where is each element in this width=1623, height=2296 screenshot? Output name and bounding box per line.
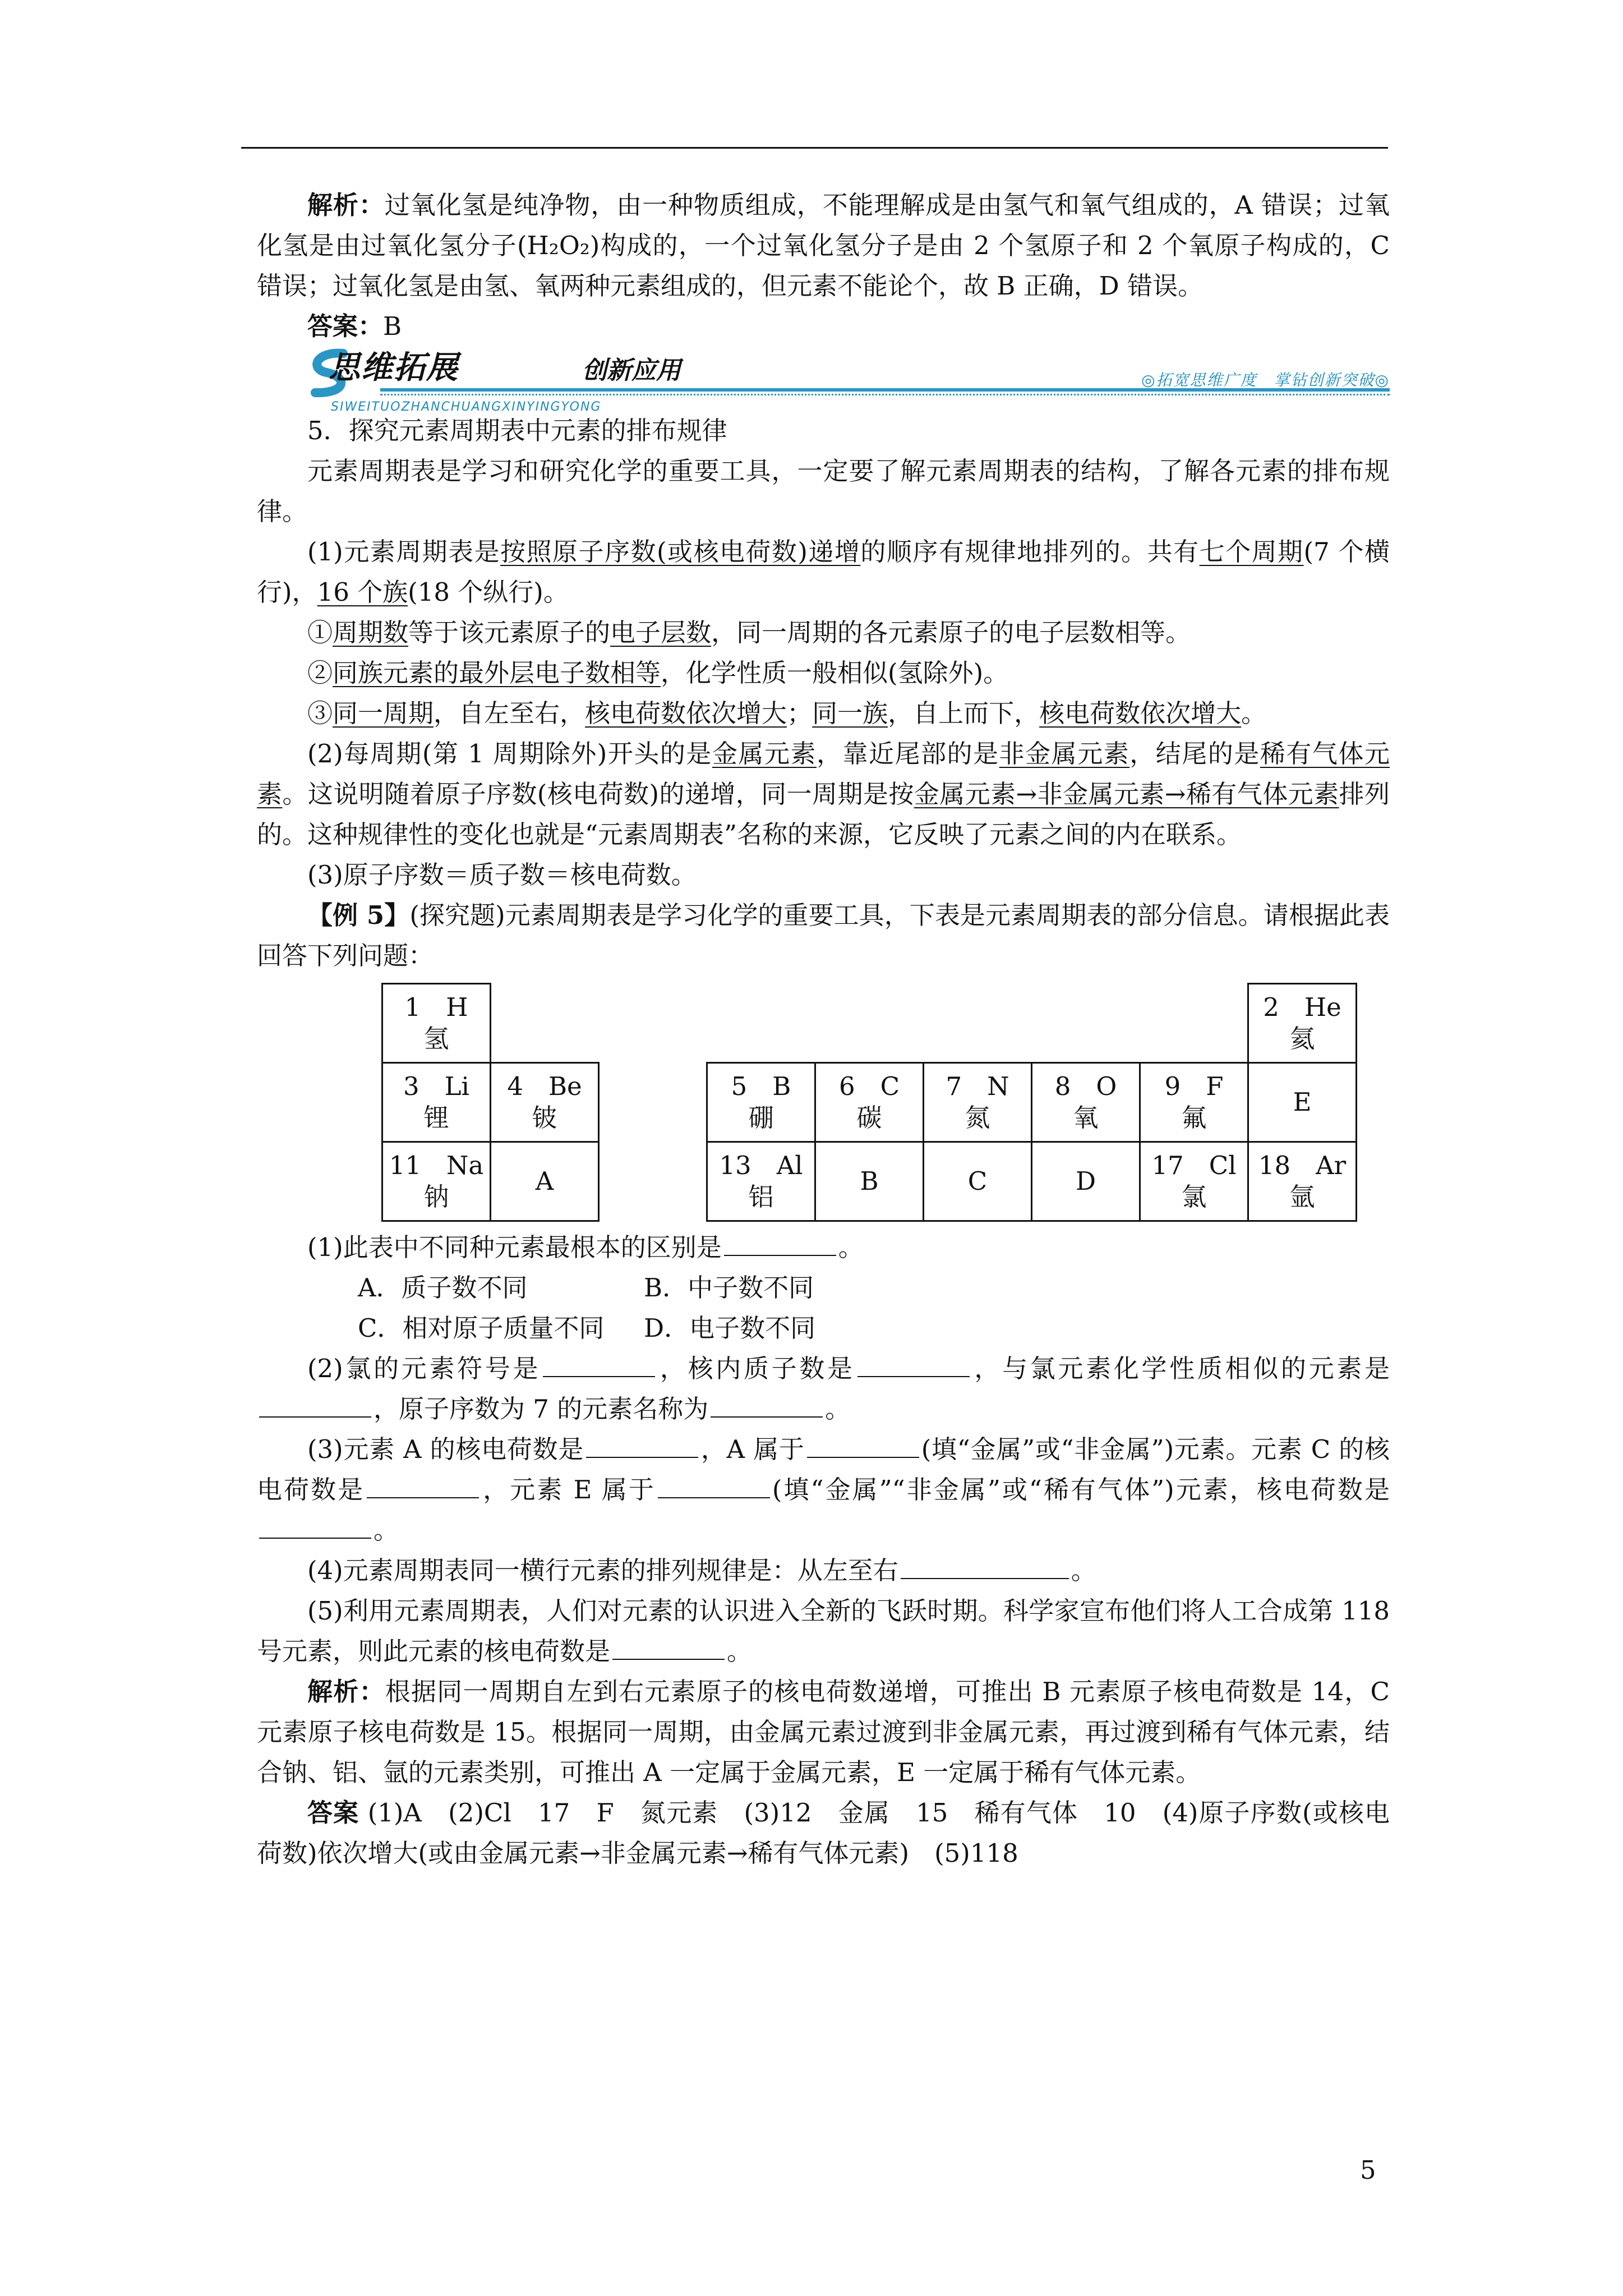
element-cell	[1248, 1142, 1357, 1221]
element-number: 5	[731, 1071, 748, 1101]
analysis-text: 过氧化氢是纯净物，由一种物质组成，不能理解成是由氢气和氧气组成的，A 错误；过氧化氢是由过氧化氢分子(H₂O₂)构成的，一个过氧化氢分子是由 2 个氢原子和 2 个氧原子构成的，C 错误；过氧化氢是由氢、氧两种元素组成的，但元素不能论个，故 B 正确，D 错误。	[257, 190, 1390, 301]
element-name: 氟	[1181, 1103, 1207, 1133]
question-1-options-row-2	[257, 1308, 1390, 1349]
underlined-text: 金属元素→非金属元素→稀有气体元素	[914, 779, 1339, 809]
element-number-symbol	[1032, 1071, 1139, 1102]
element-cell	[815, 1063, 924, 1142]
element-symbol: C	[880, 1071, 900, 1101]
element-number-symbol	[383, 1071, 490, 1102]
element-cell	[491, 1063, 599, 1142]
element-cell	[707, 1142, 815, 1221]
element-symbol: Be	[548, 1071, 582, 1101]
element-name: 氩	[1289, 1182, 1315, 1212]
banner-title: 思维拓展	[329, 349, 459, 386]
element-symbol: Na	[446, 1151, 484, 1180]
element-symbol: Li	[444, 1071, 469, 1101]
element-name: 碳	[856, 1103, 882, 1133]
element-symbol: Ar	[1316, 1151, 1347, 1180]
text-run: 。	[1241, 698, 1267, 728]
empty-cell	[491, 984, 599, 1063]
text-run: (5)利用元素周期表，人们对元素的认识进入全新的飞跃时期。科学家宣布他们将人工合成第 118 号元素，则此元素的核电荷数是	[257, 1596, 1390, 1666]
underlined-text: 同一周期	[333, 698, 434, 728]
text-run: ；	[787, 698, 813, 728]
underlined-text: 七个周期	[1199, 537, 1304, 567]
text-run: (4)元素周期表同一横行元素的排列规律是：从左至右	[307, 1556, 898, 1585]
element-cell	[382, 1142, 491, 1221]
element-cell	[491, 1142, 599, 1221]
text-run: ①	[307, 618, 333, 647]
analysis-text: 根据同一周期自左到右元素原子的核电荷数递增，可推出 B 元素原子核电荷数是 14，C 元素原子核电荷数是 15。根据同一周期，由金属元素过渡到非金属元素，再过渡到稀有气体元素，结合钠、铝、氩的元素类别，可推出 A 一定属于金属元素，E 一定属于稀有气体元素。	[257, 1677, 1390, 1787]
text-run: 。	[838, 1232, 864, 1262]
element-number: 13	[719, 1151, 751, 1180]
text-run: ，A 属于	[700, 1434, 805, 1464]
option-d: D．电子数不同	[644, 1313, 816, 1343]
point-3: (3)原子序数＝质子数＝核电荷数。	[307, 860, 697, 890]
text-run: ②	[307, 658, 333, 688]
element-name: 氯	[1181, 1182, 1207, 1212]
text-run: ，结尾的是	[1129, 739, 1260, 769]
answer-line-2	[257, 1793, 1390, 1874]
text-run: ，核内质子数是	[657, 1354, 855, 1383]
text-run: (2)氯的元素符号是	[307, 1354, 541, 1383]
banner-pinyin: SIWEITUOZHANCHUANGXINYINGYONG	[331, 400, 602, 414]
element-number: 2	[1263, 992, 1279, 1022]
cell-letter: D	[1075, 1166, 1096, 1196]
periodic-table	[381, 983, 1357, 1222]
option-b: B．中子数不同	[644, 1273, 814, 1303]
text-run: (1)元素周期表是	[307, 537, 501, 567]
element-cell	[1032, 1063, 1140, 1142]
section-banner	[257, 347, 1390, 414]
header-rule	[241, 147, 1388, 149]
empty-cell	[1140, 984, 1248, 1063]
text-run: ，元素 E 属于	[481, 1475, 656, 1504]
element-number-symbol	[1141, 1071, 1247, 1102]
element-cell	[707, 1063, 815, 1142]
question-3	[257, 1429, 1390, 1550]
section-intro: 元素周期表是学习和研究化学的重要工具，一定要了解元素周期表的结构，了解各元素的排布规律。	[257, 456, 1390, 526]
element-number: 6	[838, 1071, 855, 1101]
option-c: C．相对原子质量不同	[358, 1313, 605, 1343]
element-cell	[1248, 1063, 1357, 1142]
text-run: ，同一周期的各元素原子的电子层数相等。	[711, 618, 1191, 647]
element-number-symbol	[816, 1071, 923, 1102]
text-run: 。	[1071, 1556, 1096, 1585]
element-name: 硼	[748, 1103, 774, 1133]
element-name: 铍	[532, 1103, 557, 1133]
table-row	[382, 1142, 1357, 1221]
empty-cell	[599, 1063, 707, 1142]
answer-value: B	[383, 311, 402, 341]
answer-label: 答案	[307, 1798, 359, 1828]
answer-blank[interactable]	[367, 1475, 479, 1498]
text-run: ，与氯元素化学性质相似的元素是	[971, 1354, 1390, 1383]
question-5	[257, 1591, 1390, 1672]
element-number-symbol	[383, 992, 490, 1023]
answer-label: 答案：	[307, 311, 384, 341]
cell-letter: B	[860, 1166, 879, 1196]
page-content	[257, 185, 1390, 1874]
text-run: (填“金属”或“非金属”)元素。元素 C 的核电荷数是	[257, 1434, 1390, 1504]
answer-blank[interactable]	[612, 1636, 725, 1660]
banner-subtitle: 创新应用	[582, 356, 681, 385]
element-symbol: H	[446, 992, 468, 1022]
element-number: 17	[1151, 1151, 1184, 1180]
element-symbol: F	[1206, 1071, 1224, 1101]
text-run: 。	[727, 1636, 753, 1666]
text-run: ③	[307, 698, 333, 728]
page-number: 5	[1360, 2155, 1376, 2185]
text-run: (3)元素 A 的核电荷数是	[307, 1434, 584, 1464]
element-name: 氦	[1289, 1024, 1315, 1053]
cell-letter: E	[1293, 1087, 1312, 1117]
element-name: 钠	[423, 1182, 449, 1212]
text-run: 。	[825, 1394, 851, 1424]
question-4	[257, 1550, 1390, 1591]
answer-text: (1)A (2)Cl 17 F 氮元素 (3)12 金属 15 稀有气体 10 (4)原子序数(或核电荷数)依次增大(或由金属元素→非金属元素→稀有气体元素) (5)118	[257, 1798, 1390, 1868]
underlined-text: 16 个族	[317, 577, 408, 607]
element-number-symbol	[924, 1071, 1031, 1102]
table-row	[382, 1063, 1357, 1142]
example-intro	[257, 895, 1390, 976]
element-symbol: Cl	[1209, 1151, 1237, 1180]
element-symbol: Al	[776, 1151, 803, 1180]
question-2	[257, 1349, 1390, 1429]
analysis-label: 解析：	[307, 1677, 385, 1706]
answer-blank[interactable]	[543, 1354, 655, 1377]
element-number: 4	[507, 1071, 523, 1101]
underlined-text: 核电荷数依次增大	[585, 698, 787, 728]
text-run: (18 个纵行)。	[408, 577, 569, 607]
answer-blank[interactable]	[586, 1434, 698, 1458]
element-number-symbol	[1249, 1150, 1355, 1181]
analysis-label: 解析：	[307, 190, 385, 220]
point-1	[257, 532, 1390, 613]
cell-letter: A	[535, 1166, 554, 1196]
element-name: 锂	[423, 1103, 449, 1133]
element-symbol: B	[772, 1071, 791, 1101]
analysis-paragraph-1	[257, 185, 1390, 306]
answer-blank[interactable]	[807, 1434, 919, 1458]
element-number-symbol	[491, 1071, 598, 1102]
empty-cell	[815, 984, 924, 1063]
text-run: 。这说明随着原子序数(核电荷数)的递增，同一周期是按	[282, 779, 914, 809]
point-1-sub-1	[257, 613, 1390, 653]
element-number: 9	[1164, 1071, 1181, 1101]
element-cell	[1140, 1063, 1248, 1142]
element-cell	[815, 1142, 924, 1221]
answer-blank[interactable]	[259, 1394, 371, 1418]
element-cell	[382, 1063, 491, 1142]
text-run: ，化学性质一般相似(氢除外)。	[661, 658, 1009, 688]
underlined-text: 电子层数	[610, 618, 712, 647]
point-2	[257, 734, 1390, 855]
empty-cell	[1032, 984, 1140, 1063]
empty-cell	[924, 984, 1032, 1063]
section-heading: 5．探究元素周期表中元素的排布规律	[307, 416, 727, 445]
element-name: 铝	[748, 1182, 774, 1212]
text-run: 等于该元素原子的	[408, 618, 611, 647]
element-cell	[1248, 984, 1357, 1063]
element-cell	[1140, 1142, 1248, 1221]
element-cell	[1032, 1142, 1140, 1221]
element-name: 氢	[423, 1024, 449, 1053]
element-number-symbol	[383, 1150, 490, 1181]
element-number-symbol	[1141, 1150, 1247, 1181]
answer-blank[interactable]	[724, 1232, 836, 1256]
underlined-text: 同一族	[812, 698, 888, 728]
text-run: ，自上而下，	[888, 698, 1040, 728]
element-cell	[382, 984, 491, 1063]
point-1-sub-3	[257, 693, 1390, 734]
text-run: (1)此表中不同种元素最根本的区别是	[307, 1232, 722, 1262]
text-run: ，原子序数为 7 的元素名称为	[374, 1394, 709, 1424]
text-run: 。	[374, 1515, 399, 1545]
element-number: 7	[946, 1071, 962, 1101]
element-name: 氧	[1073, 1103, 1099, 1133]
element-number: 18	[1258, 1151, 1291, 1180]
question-1-options-row-1	[257, 1268, 1390, 1308]
question-1	[257, 1227, 1390, 1268]
point-1-sub-2	[257, 653, 1390, 693]
answer-blank[interactable]	[658, 1475, 770, 1498]
element-number-symbol	[1249, 992, 1355, 1023]
empty-cell	[599, 1142, 707, 1221]
empty-cell	[707, 984, 815, 1063]
element-cell	[924, 1063, 1032, 1142]
text-run: 排列的。这种规律性的变化也就是“元素周期表”名称的来源，它反映了元素之间的内在联系。	[257, 779, 1390, 849]
example-label: 【例 5】	[307, 900, 410, 930]
table-row	[382, 984, 1357, 1063]
element-symbol: O	[1096, 1071, 1117, 1101]
text-run: ，靠近尾部的是	[817, 739, 999, 769]
answer-blank[interactable]	[857, 1354, 970, 1377]
text-run: 的顺序有规律地排列的。共有	[860, 537, 1200, 567]
underlined-text: 稀有气体元素	[257, 739, 1390, 809]
underlined-text: 周期数	[333, 618, 409, 647]
element-number-symbol	[708, 1150, 814, 1181]
option-a: A．质子数不同	[358, 1273, 528, 1303]
underlined-text: 按照原子序数(或核电荷数)递增	[500, 537, 861, 567]
answer-blank[interactable]	[259, 1515, 371, 1539]
underlined-text: 非金属元素	[999, 739, 1130, 769]
element-number: 11	[389, 1151, 422, 1180]
answer-line-1	[257, 306, 1390, 347]
underlined-text: 核电荷数依次增大	[1039, 698, 1242, 728]
empty-cell	[599, 984, 707, 1063]
answer-blank[interactable]	[711, 1394, 823, 1418]
text-run: ，自左至右，	[434, 698, 585, 728]
element-symbol: He	[1304, 992, 1341, 1022]
element-cell	[924, 1142, 1032, 1221]
underlined-text: 金属元素	[712, 739, 817, 769]
element-number: 8	[1054, 1071, 1071, 1101]
underlined-text: 同族元素的最外层电子数相等	[333, 658, 661, 688]
text-run: (7 个横行)，	[257, 537, 1390, 607]
cell-letter: C	[967, 1166, 988, 1196]
answer-blank[interactable]	[901, 1556, 1069, 1579]
element-number: 1	[404, 992, 421, 1022]
text-run: (2)每周期(第 1 周期除外)开头的是	[307, 739, 712, 769]
banner-tagline: ◎拓宽思维广度 掌钻创新突破◎	[1141, 371, 1390, 389]
text-run: (填“金属”“非金属”或“稀有气体”)元素，核电荷数是	[772, 1475, 1390, 1504]
element-number: 3	[403, 1071, 419, 1101]
element-symbol: N	[987, 1071, 1009, 1101]
example-text: (探究题)元素周期表是学习化学的重要工具，下表是元素周期表的部分信息。请根据此表回答下列问题：	[257, 900, 1390, 970]
element-name: 氮	[965, 1103, 990, 1133]
element-number-symbol	[708, 1071, 814, 1102]
analysis-paragraph-2	[257, 1672, 1390, 1793]
